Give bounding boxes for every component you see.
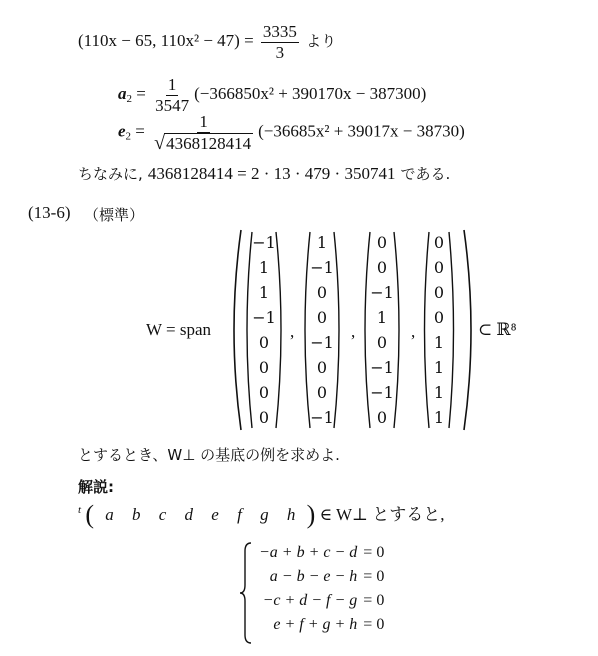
subscript: 2 [125, 130, 132, 143]
outer-right-paren [460, 228, 480, 432]
column-vector-4 [422, 230, 456, 430]
remark-suffix: である. [400, 165, 451, 183]
vector-entry: 1 [433, 358, 445, 377]
fraction-numerator: 3335 [262, 22, 297, 41]
vector-entry: 1 [258, 258, 270, 277]
question-text: とするとき、W⊥ の基底の例を求めよ. [78, 446, 340, 464]
vector-entry: 0 [316, 308, 328, 327]
fraction-denominator: 3 [275, 42, 285, 62]
equation-rhs: = 0 [363, 592, 385, 609]
vector-entry: 0 [433, 283, 445, 302]
column-vector-2 [302, 230, 342, 430]
vector-entry: 1 [433, 333, 445, 352]
system-row [256, 613, 387, 637]
fraction [152, 112, 255, 153]
system-row [256, 541, 387, 565]
vector-entry: 0 [376, 258, 388, 277]
equation-lhs: a − b − e − h [269, 568, 358, 585]
vector-entry: 0 [258, 333, 270, 352]
fraction-numerator: 1 [199, 112, 208, 131]
equation-lhs: (110x − 65, 110x² − 47) = [78, 30, 254, 50]
problem-number: (13-6) [28, 203, 71, 222]
vector-entry: 1 [433, 408, 445, 427]
vector-entry: 0 [316, 383, 328, 402]
vector-entry: 1 [258, 283, 270, 302]
vector-entry: 0 [316, 283, 328, 302]
equation-lhs: e + f + g + h [273, 616, 358, 633]
system-table [256, 541, 387, 637]
row-entry: b [131, 505, 141, 524]
vector-entry: 0 [316, 358, 328, 377]
square-root: √ 4368128414 [154, 131, 252, 154]
vector-entry: 0 [433, 258, 445, 277]
vector-entry: 0 [258, 408, 270, 427]
equation-line-1 [78, 22, 336, 62]
equation-rhs: = 0 [363, 544, 385, 561]
transpose-row-vector: $^t$ ( a b c d e f g h ) ∈ W⊥ とすると, [78, 500, 445, 529]
polynomial: (−36685x² + 39017x − 38730) [258, 121, 465, 141]
vector-entry: 0 [376, 408, 388, 427]
vector-entry: 0 [376, 233, 388, 252]
subscript: 2 [126, 92, 132, 105]
outer-left-paren [225, 228, 245, 432]
fraction [153, 75, 191, 115]
equation-e2: $e_2$ = 1 √ 4368128414 (−36685x² + 39017x − 38730) [118, 112, 465, 154]
vector-entry: 1 [376, 308, 388, 327]
remark-line [78, 163, 450, 184]
vector-entry: 0 [376, 333, 388, 352]
fraction [261, 22, 299, 62]
solution-label: 解説: [78, 478, 114, 496]
vector-e-symbol: e [118, 121, 126, 141]
equation-lhs: −a + b + c − d [259, 544, 358, 561]
column-vector-1 [244, 230, 284, 430]
sqrt-argument: 4368128414 [166, 133, 252, 153]
vector-entry: 1 [316, 233, 328, 252]
row-entry: h [286, 505, 296, 524]
equation-rhs: = 0 [363, 616, 385, 633]
vector-entry: −1 [252, 308, 276, 327]
factorization: 4368128414 = 2 · 13 · 479 · 350741 [147, 164, 396, 183]
span-lhs: W = span [146, 320, 211, 339]
span-rhs: ⊂ ℝ⁸ [478, 320, 517, 339]
vector-entry: 0 [258, 358, 270, 377]
system-row [256, 565, 387, 589]
vector-entry: −1 [370, 383, 394, 402]
vector-entry: −1 [310, 258, 334, 277]
row-entry: c [158, 505, 167, 524]
vector-a-symbol: a [118, 83, 127, 103]
vector-entry: 1 [433, 383, 445, 402]
left-brace [238, 541, 254, 645]
equation-lhs: −c + d − f − g [262, 592, 358, 609]
vector-entry: −1 [370, 358, 394, 377]
fraction-numerator: 1 [167, 75, 177, 94]
transpose-marker: t [78, 504, 82, 516]
vector-separator: , [411, 322, 416, 341]
suffix-text: より [306, 31, 337, 50]
equation-rhs: = 0 [363, 568, 385, 585]
remark-prefix: ちなみに, [78, 165, 143, 183]
fraction-denominator: 3547 [155, 95, 190, 115]
vector-entry: −1 [252, 233, 276, 252]
vector-entry: −1 [310, 333, 334, 352]
row-entry: a [105, 505, 114, 524]
row-entry: e [211, 505, 219, 524]
transpose-condition: ∈ W⊥ とすると, [319, 505, 445, 524]
row-entry: d [184, 505, 194, 524]
vector-separator: , [351, 322, 356, 341]
vector-entry: 0 [258, 383, 270, 402]
vector-entry: 0 [433, 308, 445, 327]
vector-entry: −1 [310, 408, 334, 427]
vector-entry: 0 [433, 233, 445, 252]
vector-separator: , [290, 322, 295, 341]
column-vector-3 [362, 230, 402, 430]
problem-level: （標準） [84, 206, 145, 224]
polynomial: (−366850x² + 390170x − 387300) [194, 83, 427, 103]
vector-entry: −1 [370, 283, 394, 302]
system-row [256, 589, 387, 613]
equation-a2: $a_2$ = $\frac{1}{3547}$ (−366850x² + 390170x − 387300) [118, 75, 427, 115]
row-entry: g [260, 505, 269, 524]
row-entry: f [237, 505, 242, 524]
